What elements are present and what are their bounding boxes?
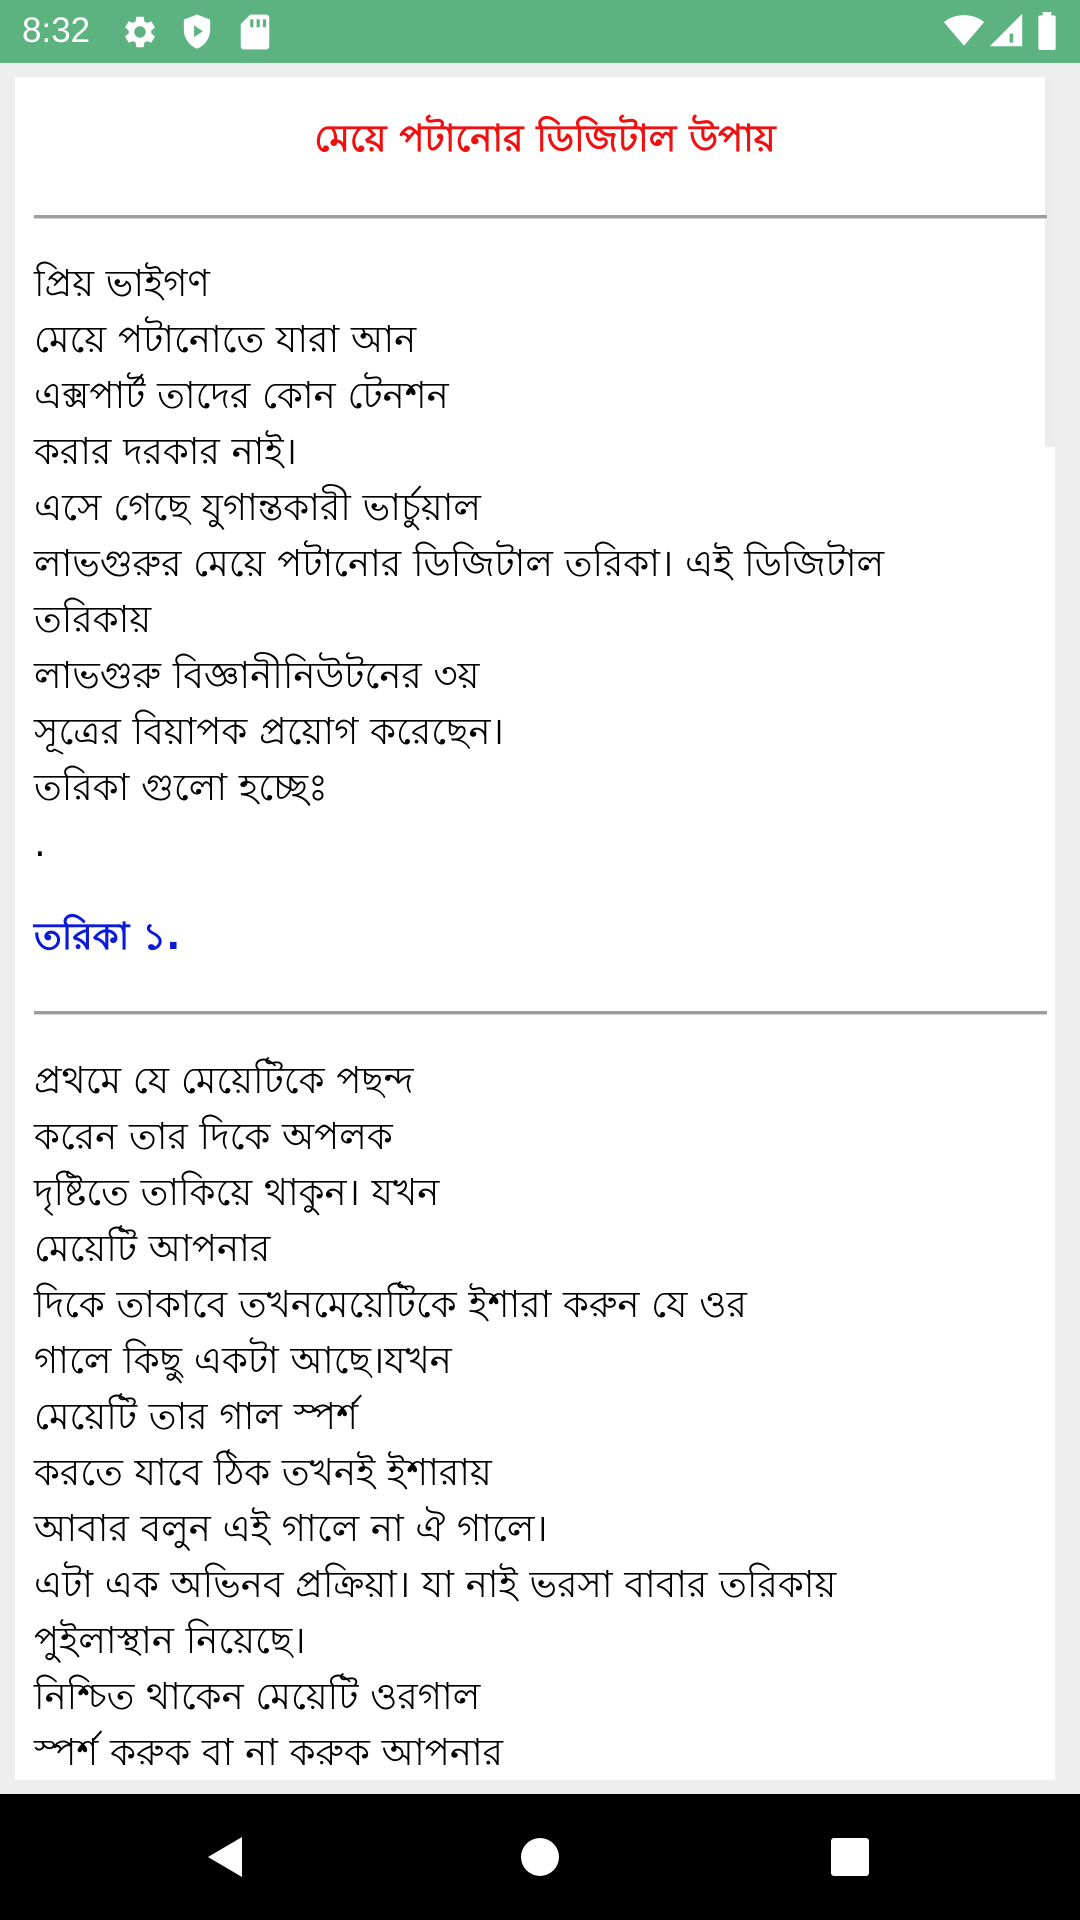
text-line: করতে যাবে ঠিক তখনই ইশারায় [34, 1451, 492, 1494]
text-line: আবার বলুন এই গালে না ঐ গালে। [34, 1507, 548, 1550]
section-paragraph [34, 1053, 1044, 1780]
text-line: এটা এক অভিনব প্রক্রিয়া। যা নাই ভরসা বাবার তরিকায় [34, 1563, 837, 1606]
text-line: নিশ্চিত থাকেন মেয়েটি ওরগাল [34, 1675, 481, 1718]
text-line: করেন তার দিকে অপলক [34, 1115, 393, 1158]
text-line: তরিকায় [34, 598, 152, 641]
text-line: গালে কিছু একটা আছে।যখন [34, 1339, 452, 1382]
text-line: প্রথমে যে মেয়েটিকে পছন্দ [34, 1059, 414, 1102]
text-line: মেয়েটি তার গাল স্পর্শ [34, 1395, 358, 1438]
section-divider [34, 1011, 1047, 1015]
recents-icon[interactable] [815, 1827, 885, 1887]
text-line: এসে গেছে যুগান্তকারী ভার্চুয়াল [34, 486, 481, 529]
wifi-icon [943, 12, 985, 48]
text-line: মেয়েটি আপনার [34, 1227, 271, 1270]
text-line: দৃষ্টিতে তাকিয়ে থাকুন। যখন [34, 1171, 440, 1214]
text-line: দিকে তাকাবে তখনমেয়েটিকে ইশারা করুন যে ওর [34, 1283, 747, 1326]
text-line: এক্সপার্ট তাদের কোন টেনশন [34, 374, 449, 417]
section-heading: তরিকা ১. [34, 915, 181, 958]
intro-paragraph [34, 256, 1044, 872]
text-line: স্পর্শ করুক বা না করুক আপনার [34, 1731, 504, 1774]
text-line: লাভগুরুর মেয়ে পটানোর ডিজিটাল তরিকা। এই ডিজিটাল [34, 542, 885, 585]
text-line: করার দরকার নাই। [34, 430, 297, 473]
article-content[interactable] [15, 77, 1055, 1780]
home-icon[interactable] [505, 1827, 575, 1887]
status-time: 8:32 [22, 11, 91, 50]
text-line: প্রিয় ভাইগণ [34, 262, 210, 305]
sd-card-icon [239, 13, 271, 51]
article-title: মেয়ে পটানোর ডিজিটাল উপায় [314, 117, 776, 160]
gear-icon [121, 13, 159, 51]
text-line: মেয়ে পটানোতে যারা আন [34, 318, 417, 361]
text-line: পুইলাস্থান নিয়েছে। [34, 1619, 306, 1662]
status-bar [0, 0, 1080, 63]
text-line: . [34, 822, 46, 865]
text-line: সূত্রের বিয়াপক প্রয়োগ করেছেন। [34, 710, 504, 753]
title-divider [34, 215, 1047, 219]
navigation-bar [0, 1794, 1080, 1920]
signal-icon [988, 12, 1024, 48]
text-line: তরিকা গুলো হচ্ছেঃ [34, 766, 328, 809]
back-icon[interactable] [190, 1827, 260, 1887]
shield-icon [179, 13, 215, 51]
text-line: লাভগুরু বিজ্ঞানীনিউটনের ৩য় [34, 654, 480, 697]
battery-icon [1036, 12, 1058, 50]
